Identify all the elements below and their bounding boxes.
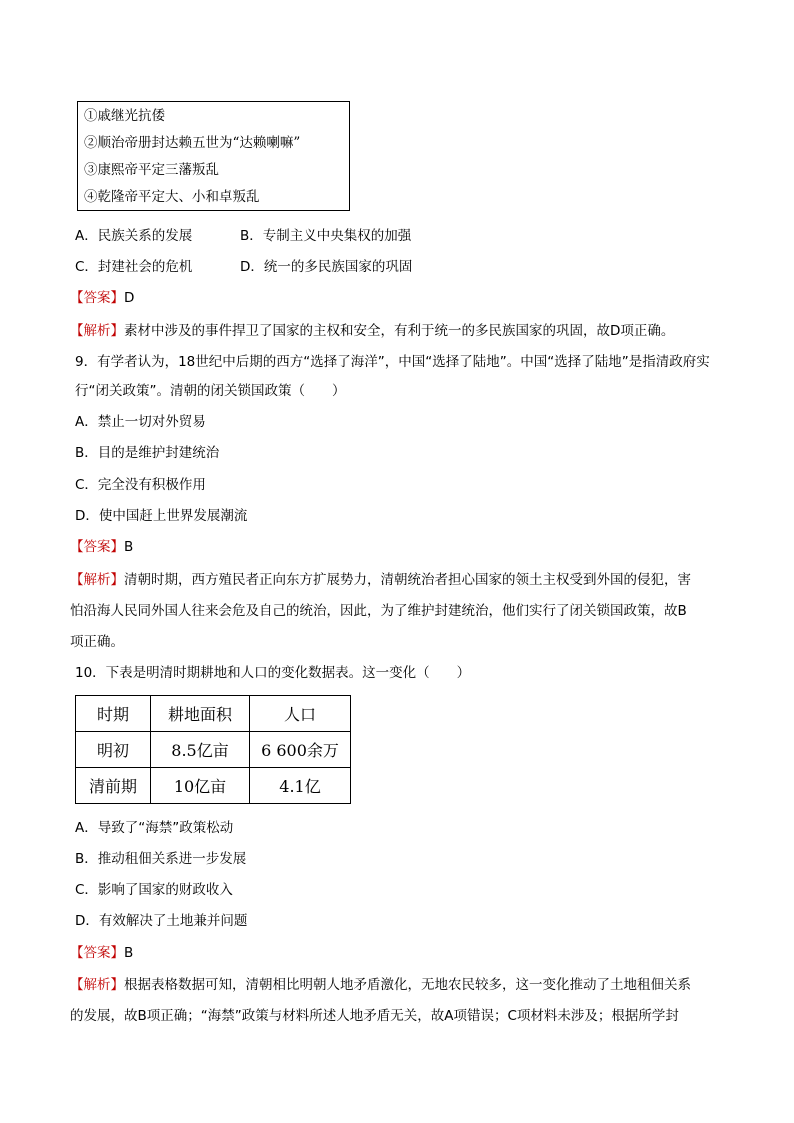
q9-analysis-line3: 项正确。 — [70, 634, 124, 650]
q10-answer — [70, 943, 133, 963]
table-header-row — [76, 696, 351, 732]
q10-analysis-line2: 的发展，故B项正确；“海禁”政策与材料所述人地矛盾无关，故A项错误；C项材料未涉及；根据所学封 — [70, 1008, 679, 1024]
answer-value: B — [124, 945, 134, 961]
material-item: ②顺治帝册封达赖五世为“达赖喇嘛” — [84, 135, 301, 151]
q9-analysis-line1 — [70, 570, 691, 590]
q10-option-b: B．推动租佃关系进一步发展 — [75, 851, 247, 867]
answer-value: D — [124, 290, 135, 306]
q8-option-a: A．民族关系的发展 — [75, 228, 193, 244]
answer-label: 【答案】 — [70, 290, 124, 306]
q10-analysis-line1 — [70, 975, 691, 995]
table-header-cell: 耕地面积 — [151, 696, 250, 732]
q10-option-c: C．影响了国家的财政收入 — [75, 882, 233, 898]
q10-option-d: D．有效解决了土地兼并问题 — [75, 913, 248, 929]
answer-value: B — [124, 539, 134, 555]
table-header-cell: 人口 — [250, 696, 351, 732]
q9-stem-line1: 9．有学者认为，18世纪中后期的西方“选择了海洋”，中国“选择了陆地”。中国“选择了陆地”是指清政府实 — [75, 354, 710, 370]
table-row — [76, 768, 351, 804]
q9-option-c: C．完全没有积极作用 — [75, 477, 206, 493]
q8-analysis — [70, 321, 674, 341]
answer-label: 【答案】 — [70, 945, 124, 961]
analysis-label: 【解析】 — [70, 572, 124, 588]
table-row — [76, 732, 351, 768]
q8-option-b: B．专制主义中央集权的加强 — [240, 228, 412, 244]
table-cell: 4.1亿 — [250, 768, 351, 804]
analysis-text: 根据表格数据可知，清朝相比明朝人地矛盾激化，无地农民较多，这一变化推动了土地租佃关系 — [124, 977, 691, 993]
analysis-text: 素材中涉及的事件捍卫了国家的主权和安全，有利于统一的多民族国家的巩固，故D项正确。 — [124, 323, 675, 339]
data-table — [75, 695, 351, 804]
analysis-label: 【解析】 — [70, 323, 124, 339]
material-item: ③康熙帝平定三藩叛乱 — [84, 162, 219, 178]
table-cell: 10亿亩 — [151, 768, 250, 804]
table-cell: 6 600余万 — [250, 732, 351, 768]
material-item: ①戚继光抗倭 — [84, 108, 165, 124]
q8-option-d: D．统一的多民族国家的巩固 — [240, 259, 413, 275]
material-item: ④乾隆帝平定大、小和卓叛乱 — [84, 189, 260, 205]
q10-option-a: A．导致了“海禁”政策松动 — [75, 820, 234, 836]
table-cell: 清前期 — [76, 768, 151, 804]
table-cell: 明初 — [76, 732, 151, 768]
q9-option-b: B．目的是维护封建统治 — [75, 445, 220, 461]
q9-answer — [70, 537, 133, 557]
q9-option-d: D．使中国赶上世界发展潮流 — [75, 508, 248, 524]
table-header-cell: 时期 — [76, 696, 151, 732]
material-box — [77, 101, 350, 211]
q9-analysis-line2: 怕沿海人民同外国人往来会危及自己的统治，因此，为了维护封建统治，他们实行了闭关锁国政策，故B — [70, 603, 687, 619]
table-cell: 8.5亿亩 — [151, 732, 250, 768]
q9-option-a: A．禁止一切对外贸易 — [75, 414, 206, 430]
analysis-label: 【解析】 — [70, 977, 124, 993]
q8-option-c: C．封建社会的危机 — [75, 259, 193, 275]
q10-stem: 10．下表是明清时期耕地和人口的变化数据表。这一变化（ ） — [75, 665, 471, 681]
analysis-text: 清朝时期，西方殖民者正向东方扩展势力，清朝统治者担心国家的领土主权受到外国的侵犯，害 — [124, 572, 691, 588]
answer-label: 【答案】 — [70, 539, 124, 555]
q8-answer — [70, 288, 134, 308]
q9-stem-line2: 行“闭关政策”。清朝的闭关锁国政策（ ） — [75, 383, 346, 399]
